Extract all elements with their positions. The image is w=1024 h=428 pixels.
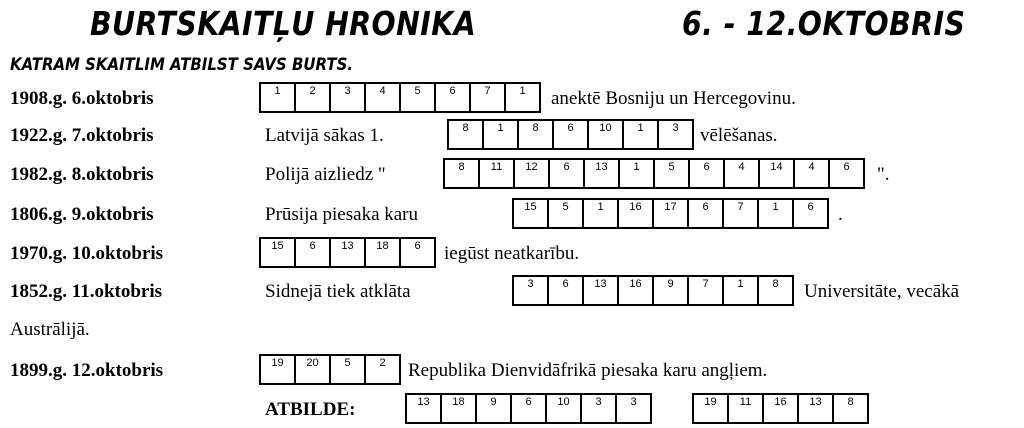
letter-cell[interactable]: 4	[723, 158, 760, 189]
letter-cell[interactable]: 1	[757, 198, 794, 229]
letter-cell[interactable]: 13	[582, 275, 619, 306]
letter-cell[interactable]: 1	[722, 275, 759, 306]
letter-cell[interactable]: 10	[545, 393, 582, 424]
row-text-after: ".	[877, 164, 890, 185]
row-text-after: .	[838, 204, 843, 225]
row-date: 1922.g. 7.oktobris	[10, 125, 154, 146]
letter-cell[interactable]: 2	[294, 82, 331, 113]
letter-cell[interactable]: 15	[259, 237, 296, 268]
letter-cell[interactable]: 8	[832, 393, 869, 424]
row-text-before: Sidnejā tiek atklāta	[265, 281, 411, 302]
row-text-after: iegūst neatkarību.	[444, 243, 580, 264]
letter-cells	[259, 82, 541, 113]
letter-cell[interactable]: 12	[513, 158, 550, 189]
puzzle-row-5	[0, 237, 1024, 271]
letter-cell[interactable]: 18	[364, 237, 401, 268]
date-range-title: 6. - 12.OKTOBRIS	[682, 4, 966, 43]
letter-cell[interactable]: 5	[547, 198, 584, 229]
letter-cell[interactable]: 6	[687, 198, 724, 229]
letter-cell[interactable]: 1	[482, 119, 519, 150]
letter-cell[interactable]: 6	[547, 275, 584, 306]
letter-cell[interactable]: 2	[364, 354, 401, 385]
row-date: 1899.g. 12.oktobris	[10, 360, 164, 381]
letter-cell[interactable]: 3	[615, 393, 652, 424]
letter-cell[interactable]: 6	[434, 82, 471, 113]
letter-cell[interactable]: 1	[622, 119, 659, 150]
row-text-after: anektē Bosniju un Hercegovinu.	[551, 88, 796, 109]
row-date: 1908.g. 6.oktobris	[10, 88, 154, 109]
row-text-before: Polijā aizliedz "	[265, 164, 386, 185]
page-title: BURTSKAITĻU HRONIKA	[90, 4, 477, 43]
answer-word-1-cells	[405, 393, 652, 424]
letter-cell[interactable]: 1	[504, 82, 541, 113]
puzzle-row-1	[0, 82, 1024, 116]
answer-label: ATBILDE:	[265, 399, 356, 420]
letter-cell[interactable]: 9	[475, 393, 512, 424]
letter-cell[interactable]: 6	[552, 119, 589, 150]
answer-word-2-cells	[692, 393, 869, 424]
letter-cell[interactable]: 1	[618, 158, 655, 189]
letter-cell[interactable]: 1	[582, 198, 619, 229]
letter-cell[interactable]: 13	[405, 393, 442, 424]
letter-cell[interactable]: 8	[443, 158, 480, 189]
letter-cell[interactable]: 4	[364, 82, 401, 113]
letter-cells	[447, 119, 694, 150]
row-text-after: Universitāte, vecākā	[804, 281, 960, 302]
row-text-after: vēlēšanas.	[700, 125, 778, 146]
letter-cell[interactable]: 6	[688, 158, 725, 189]
puzzle-row-7	[0, 354, 1024, 388]
letter-cell[interactable]: 8	[517, 119, 554, 150]
row-text-before: Prūsija piesaka karu	[265, 204, 419, 225]
row-text-after: Republika Dienvidāfrikā piesaka karu angļiem.	[408, 360, 768, 381]
letter-cell[interactable]: 15	[512, 198, 549, 229]
letter-cell[interactable]: 3	[512, 275, 549, 306]
letter-cell[interactable]: 16	[762, 393, 799, 424]
letter-cell[interactable]: 10	[587, 119, 624, 150]
letter-cells	[259, 354, 401, 385]
letter-cell[interactable]: 3	[580, 393, 617, 424]
letter-cell[interactable]: 18	[440, 393, 477, 424]
letter-cell[interactable]: 6	[792, 198, 829, 229]
letter-cells	[512, 198, 829, 229]
letter-cell[interactable]: 3	[329, 82, 366, 113]
puzzle-row-2	[0, 119, 1024, 153]
row-date: 1982.g. 8.oktobris	[10, 164, 154, 185]
row-date: 1806.g. 9.oktobris	[10, 204, 154, 225]
letter-cell[interactable]: 8	[447, 119, 484, 150]
letter-cell[interactable]: 6	[294, 237, 331, 268]
letter-cell[interactable]: 11	[478, 158, 515, 189]
letter-cell[interactable]: 16	[617, 198, 654, 229]
letter-cell[interactable]: 6	[548, 158, 585, 189]
letter-cell[interactable]: 19	[692, 393, 729, 424]
letter-cells	[512, 275, 794, 306]
puzzle-row-6-continued	[0, 313, 1024, 347]
letter-cell[interactable]: 3	[657, 119, 694, 150]
letter-cell[interactable]: 6	[828, 158, 865, 189]
row-text-before: Latvijā sākas 1.	[265, 125, 384, 146]
letter-cell[interactable]: 8	[757, 275, 794, 306]
answer-row	[0, 393, 1024, 427]
instructions: KATRAM SKAITLIM ATBILST SAVS BURTS.	[10, 55, 354, 75]
letter-cell[interactable]: 19	[259, 354, 296, 385]
letter-cell[interactable]: 13	[797, 393, 834, 424]
letter-cell[interactable]: 7	[687, 275, 724, 306]
letter-cell[interactable]: 7	[469, 82, 506, 113]
letter-cell[interactable]: 1	[259, 82, 296, 113]
letter-cell[interactable]: 13	[329, 237, 366, 268]
puzzle-row-6	[0, 275, 1024, 309]
puzzle-row-3	[0, 158, 1024, 192]
letter-cell[interactable]: 16	[617, 275, 654, 306]
letter-cell[interactable]: 5	[399, 82, 436, 113]
letter-cell[interactable]: 5	[653, 158, 690, 189]
letter-cell[interactable]: 6	[510, 393, 547, 424]
letter-cell[interactable]: 17	[652, 198, 689, 229]
letter-cell[interactable]: 14	[758, 158, 795, 189]
row-date: 1970.g. 10.oktobris	[10, 243, 164, 264]
letter-cell[interactable]: 4	[793, 158, 830, 189]
letter-cells	[259, 237, 436, 268]
letter-cell[interactable]: 7	[722, 198, 759, 229]
letter-cell[interactable]: 13	[583, 158, 620, 189]
letter-cells	[443, 158, 865, 189]
letter-cell[interactable]: 11	[727, 393, 764, 424]
letter-cell[interactable]: 20	[294, 354, 331, 385]
letter-cell[interactable]: 6	[399, 237, 436, 268]
letter-cell[interactable]: 5	[329, 354, 366, 385]
puzzle-row-4	[0, 198, 1024, 232]
row-date: 1852.g. 11.oktobris	[10, 281, 163, 302]
row-text-continuation: Austrālijā.	[10, 319, 90, 340]
letter-cell[interactable]: 9	[652, 275, 689, 306]
